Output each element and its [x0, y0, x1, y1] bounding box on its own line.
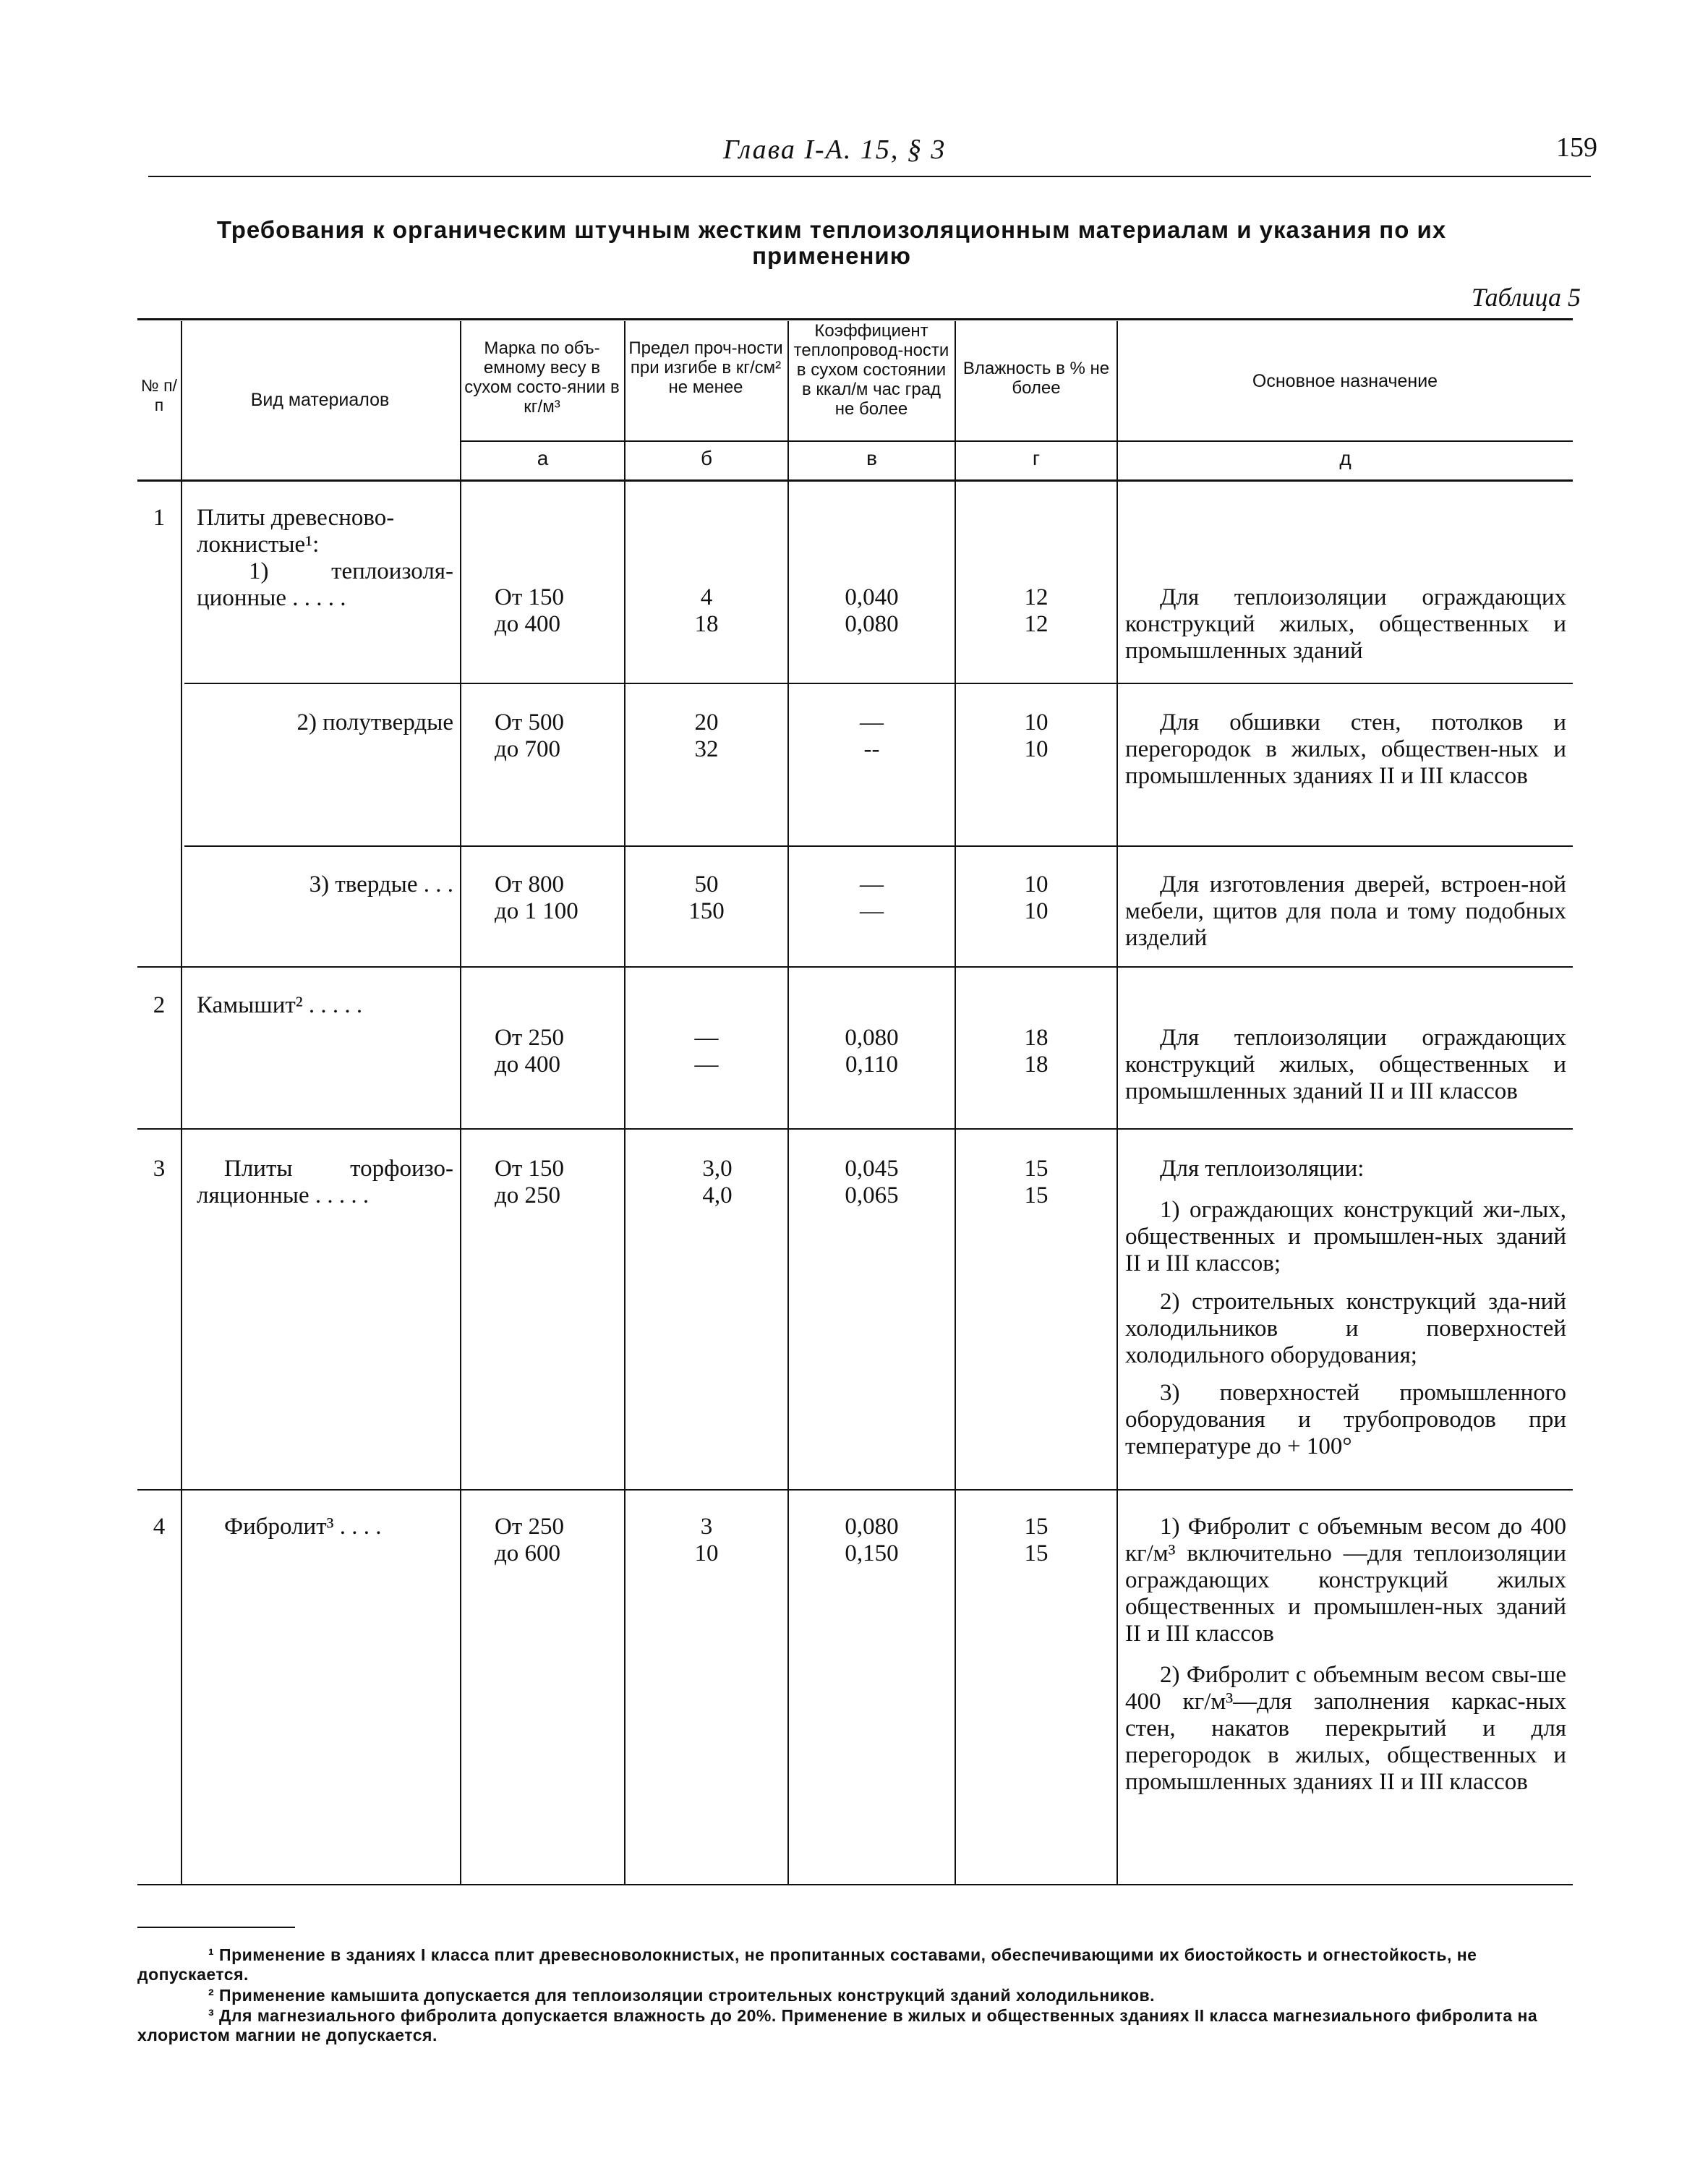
col-header-moisture: Влажность в % не более: [962, 359, 1110, 398]
material-name: 2) полутвердые: [296, 709, 453, 735]
col-letter: б: [700, 447, 713, 469]
col-divider: [787, 321, 789, 1884]
strength-min: 50: [694, 871, 719, 897]
strength-max: 10: [694, 1540, 719, 1566]
table-top-rule: [137, 318, 1573, 320]
grade-min: От 150: [495, 584, 565, 610]
col-divider: [460, 321, 461, 1884]
footnote: ³ Для магнезиального фибролита допускается влажность до 20%. Применение в жилых и общественных зданиях II класса магнезиального фибролита на хлористом магнии не допускается.: [137, 2006, 1538, 2044]
moisture-max: 18: [1024, 1052, 1049, 1078]
row-number: 4: [153, 1514, 166, 1540]
row-number: 3: [153, 1156, 166, 1182]
strength-min: 3: [700, 1514, 713, 1540]
row-rule: [184, 683, 1573, 684]
col-header-purpose: Основное назначение: [1252, 371, 1438, 391]
material-name: 1) теплоизоля-ционные . . . . .: [197, 558, 453, 611]
grade-max: до 600: [495, 1540, 561, 1566]
grade-max: до 700: [495, 736, 561, 762]
material-name: Плиты торфоизо-ляционные . . . . .: [197, 1156, 453, 1208]
grade-max: до 250: [495, 1182, 561, 1208]
grade-max: до 400: [495, 611, 561, 637]
conductivity-max: —: [860, 898, 884, 924]
col-divider: [955, 321, 956, 1884]
table-label: Таблица 5: [1471, 283, 1581, 312]
moisture-max: 10: [1024, 898, 1049, 924]
strength-min: 4: [700, 584, 713, 610]
header-rule: [148, 176, 1591, 177]
grade-max: до 400: [495, 1052, 561, 1078]
purpose-item: 3) поверхностей промышленного оборудования и трубопроводов при температуре до + 100°: [1125, 1380, 1566, 1459]
col-header-num: № п/п: [141, 376, 177, 414]
moisture-min: 10: [1024, 871, 1049, 897]
col-header-strength: Предел проч-ности при изгибе в кг/см² не менее: [628, 338, 783, 397]
col-letter: а: [537, 447, 549, 469]
purpose-text: Для изготовления дверей, встроен-ной мебели, щитов для пола и тому подобных изделий: [1125, 871, 1566, 951]
purpose-intro: Для теплоизоляции:: [1160, 1156, 1365, 1182]
material-name: Фибролит³ . . . .: [224, 1514, 382, 1540]
strength-max: 4,0: [702, 1182, 733, 1208]
conductivity-min: 0,045: [845, 1156, 899, 1182]
row-rule: [137, 1128, 1573, 1130]
footnote: ² Применение камышита допускается для теплоизоляции строительных конструкций зданий холодильников.: [208, 1986, 1156, 2005]
moisture-max: 15: [1024, 1182, 1049, 1208]
strength-max: 18: [694, 611, 719, 637]
col-divider: [181, 321, 182, 1884]
material-group: Плиты древесново-локнистые¹:: [197, 505, 395, 558]
col-letter: д: [1339, 447, 1352, 469]
col-header-material: Вид материалов: [250, 390, 390, 410]
row-rule: [137, 1489, 1573, 1491]
conductivity-min: —: [860, 709, 884, 735]
conductivity-max: 0,110: [845, 1052, 899, 1078]
page-number: 159: [1556, 132, 1597, 163]
purpose-item: 2) Фибролит с объемным весом свы-ше 400 кг/м³—для заполнения каркас-ных стен, накатов перекрытий и для перегородок в жилых, общественных и промышленных зданиях II и III классов: [1125, 1662, 1566, 1795]
conductivity-min: 0,080: [845, 1514, 899, 1540]
table-title: Требования к органическим штучным жестким теплоизоляционным материалам и указания по их применению: [216, 216, 1447, 269]
material-name: Камышит² . . . . .: [197, 992, 363, 1018]
footnote-separator: [137, 1927, 295, 1928]
running-header: Глава I-A. 15, § 3: [723, 135, 947, 165]
moisture-min: 12: [1024, 584, 1049, 610]
moisture-max: 15: [1024, 1540, 1049, 1566]
grade-max: до 1 100: [495, 898, 578, 924]
conductivity-min: 0,080: [845, 1025, 899, 1051]
purpose-text: Для теплоизоляции ограждающих конструкций жилых, общественных и промышленных зданий II и III классов: [1125, 1025, 1566, 1104]
moisture-min: 15: [1024, 1156, 1049, 1182]
moisture-min: 18: [1024, 1025, 1049, 1051]
purpose-item: 1) ограждающих конструкций жи-лых, общественных и промышлен-ных зданий II и III классов;: [1125, 1197, 1566, 1276]
table-bottom-rule: [137, 1884, 1573, 1885]
moisture-max: 10: [1024, 736, 1049, 762]
row-rule: [184, 845, 1573, 847]
purpose-item: 2) строительных конструкций зда-ний холодильников и поверхностей холодильного оборудования;: [1125, 1289, 1566, 1368]
grade-min: От 250: [495, 1514, 565, 1540]
conductivity-max: 0,150: [845, 1540, 899, 1566]
row-number: 2: [153, 992, 166, 1018]
row-number: 1: [153, 505, 166, 531]
conductivity-min: —: [860, 871, 884, 897]
purpose-text: Для обшивки стен, потолков и перегородок в жилых, обществен-ных и промышленных зданиях II и III классов: [1125, 709, 1566, 789]
col-divider: [1116, 321, 1118, 1884]
conductivity-max: 0,065: [845, 1182, 899, 1208]
moisture-min: 15: [1024, 1514, 1049, 1540]
strength-min: 20: [694, 709, 719, 735]
moisture-max: 12: [1024, 611, 1049, 637]
col-header-grade: Марка по объ-емному весу в сухом состо-янии в кг/м³: [464, 338, 620, 417]
row-rule: [137, 966, 1573, 968]
strength-min: —: [694, 1025, 719, 1051]
grade-min: От 250: [495, 1025, 565, 1051]
strength-max: 32: [694, 736, 719, 762]
conductivity-min: 0,040: [845, 584, 899, 610]
grade-min: От 800: [495, 871, 565, 897]
purpose-text: Для теплоизоляции ограждающих конструкций жилых, общественных и промышленных зданий: [1125, 584, 1566, 664]
conductivity-max: 0,080: [845, 611, 899, 637]
material-name: 3) твердые . . .: [309, 871, 453, 897]
col-letter: в: [866, 447, 877, 469]
grade-min: От 500: [495, 709, 565, 735]
strength-min: 3,0: [702, 1156, 733, 1182]
col-letter: г: [1032, 447, 1041, 469]
moisture-min: 10: [1024, 709, 1049, 735]
header-bottom-rule: [137, 479, 1573, 482]
grade-min: От 150: [495, 1156, 565, 1182]
conductivity-max: --: [863, 736, 880, 762]
col-divider: [624, 321, 625, 1884]
strength-max: —: [694, 1052, 719, 1078]
footnote: ¹ Применение в зданиях I класса плит древесноволокнистых, не пропитанных составами, обеспечивающими их биостойкость и огнестойкость, не допускается.: [137, 1945, 1477, 1984]
purpose-item: 1) Фибролит с объемным весом до 400 кг/м³ включительно —для теплоизоляции ограждающих конструкций жилых общественных и промышлен-ных зданий II и III классов: [1125, 1514, 1566, 1647]
strength-max: 150: [688, 898, 725, 924]
col-header-conductivity: Коэффициент теплопровод-ности в сухом состоянии в ккал/м час град не более: [793, 321, 949, 419]
header-sub-rule: [460, 440, 1573, 442]
